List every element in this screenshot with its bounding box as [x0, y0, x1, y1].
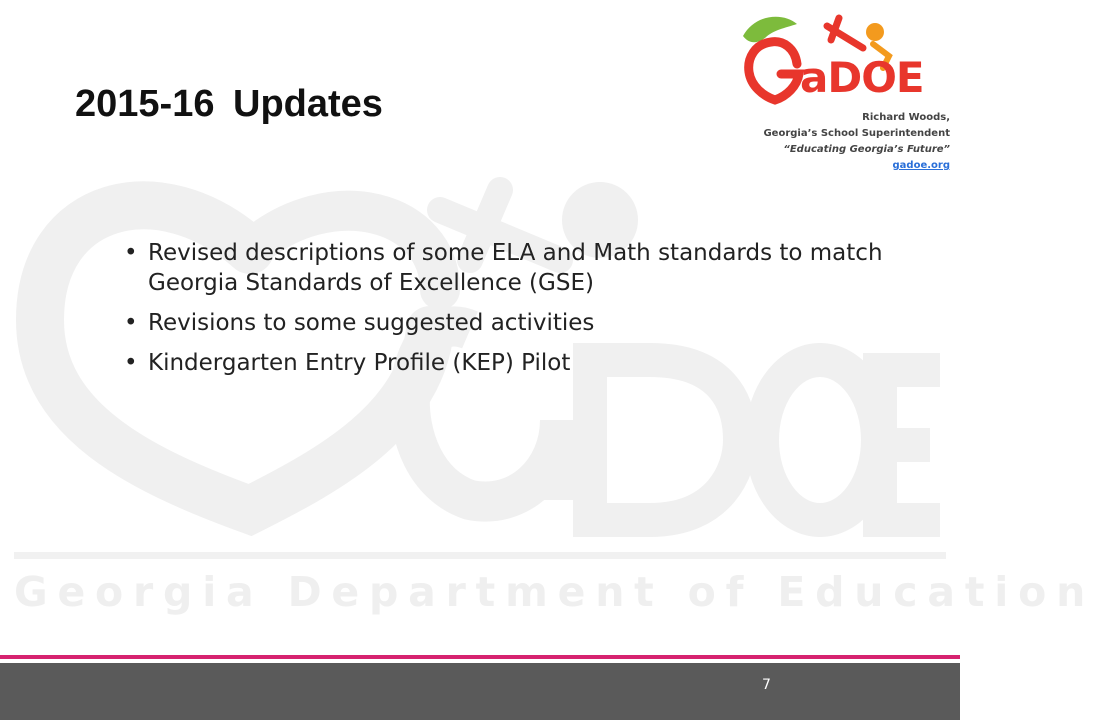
- footer-accent-line: [0, 655, 960, 659]
- footer-bar: [0, 663, 960, 720]
- superintendent-role: Georgia’s School Superintendent: [763, 128, 950, 139]
- bullet-text: Revised descriptions of some ELA and Math standards to match Georgia Standards of Excellence (GSE): [148, 240, 883, 296]
- website-link[interactable]: gadoe.org: [892, 160, 950, 171]
- motto-text: “Educating Georgia’s Future”: [783, 144, 950, 155]
- bullet-marker: •: [124, 310, 138, 336]
- logo-wordmark: aDOE: [800, 53, 924, 102]
- superintendent-name: Richard Woods,: [862, 112, 950, 123]
- logo-credits: [720, 110, 950, 174]
- bullet-item: [120, 348, 890, 378]
- bullet-marker: •: [124, 240, 138, 266]
- bullet-list: [120, 238, 890, 388]
- watermark-divider: [14, 552, 946, 559]
- page-number: 7: [762, 677, 771, 693]
- bullet-item: [120, 238, 890, 298]
- bullet-item: [120, 308, 890, 338]
- bullet-text: Kindergarten Entry Profile (KEP) Pilot: [148, 350, 571, 376]
- bullet-marker: •: [124, 350, 138, 376]
- watermark-text: Georgia Department of Education: [14, 568, 1095, 616]
- slide-title: 2015-16 Updates: [75, 83, 383, 125]
- bullet-text: Revisions to some suggested activities: [148, 310, 595, 336]
